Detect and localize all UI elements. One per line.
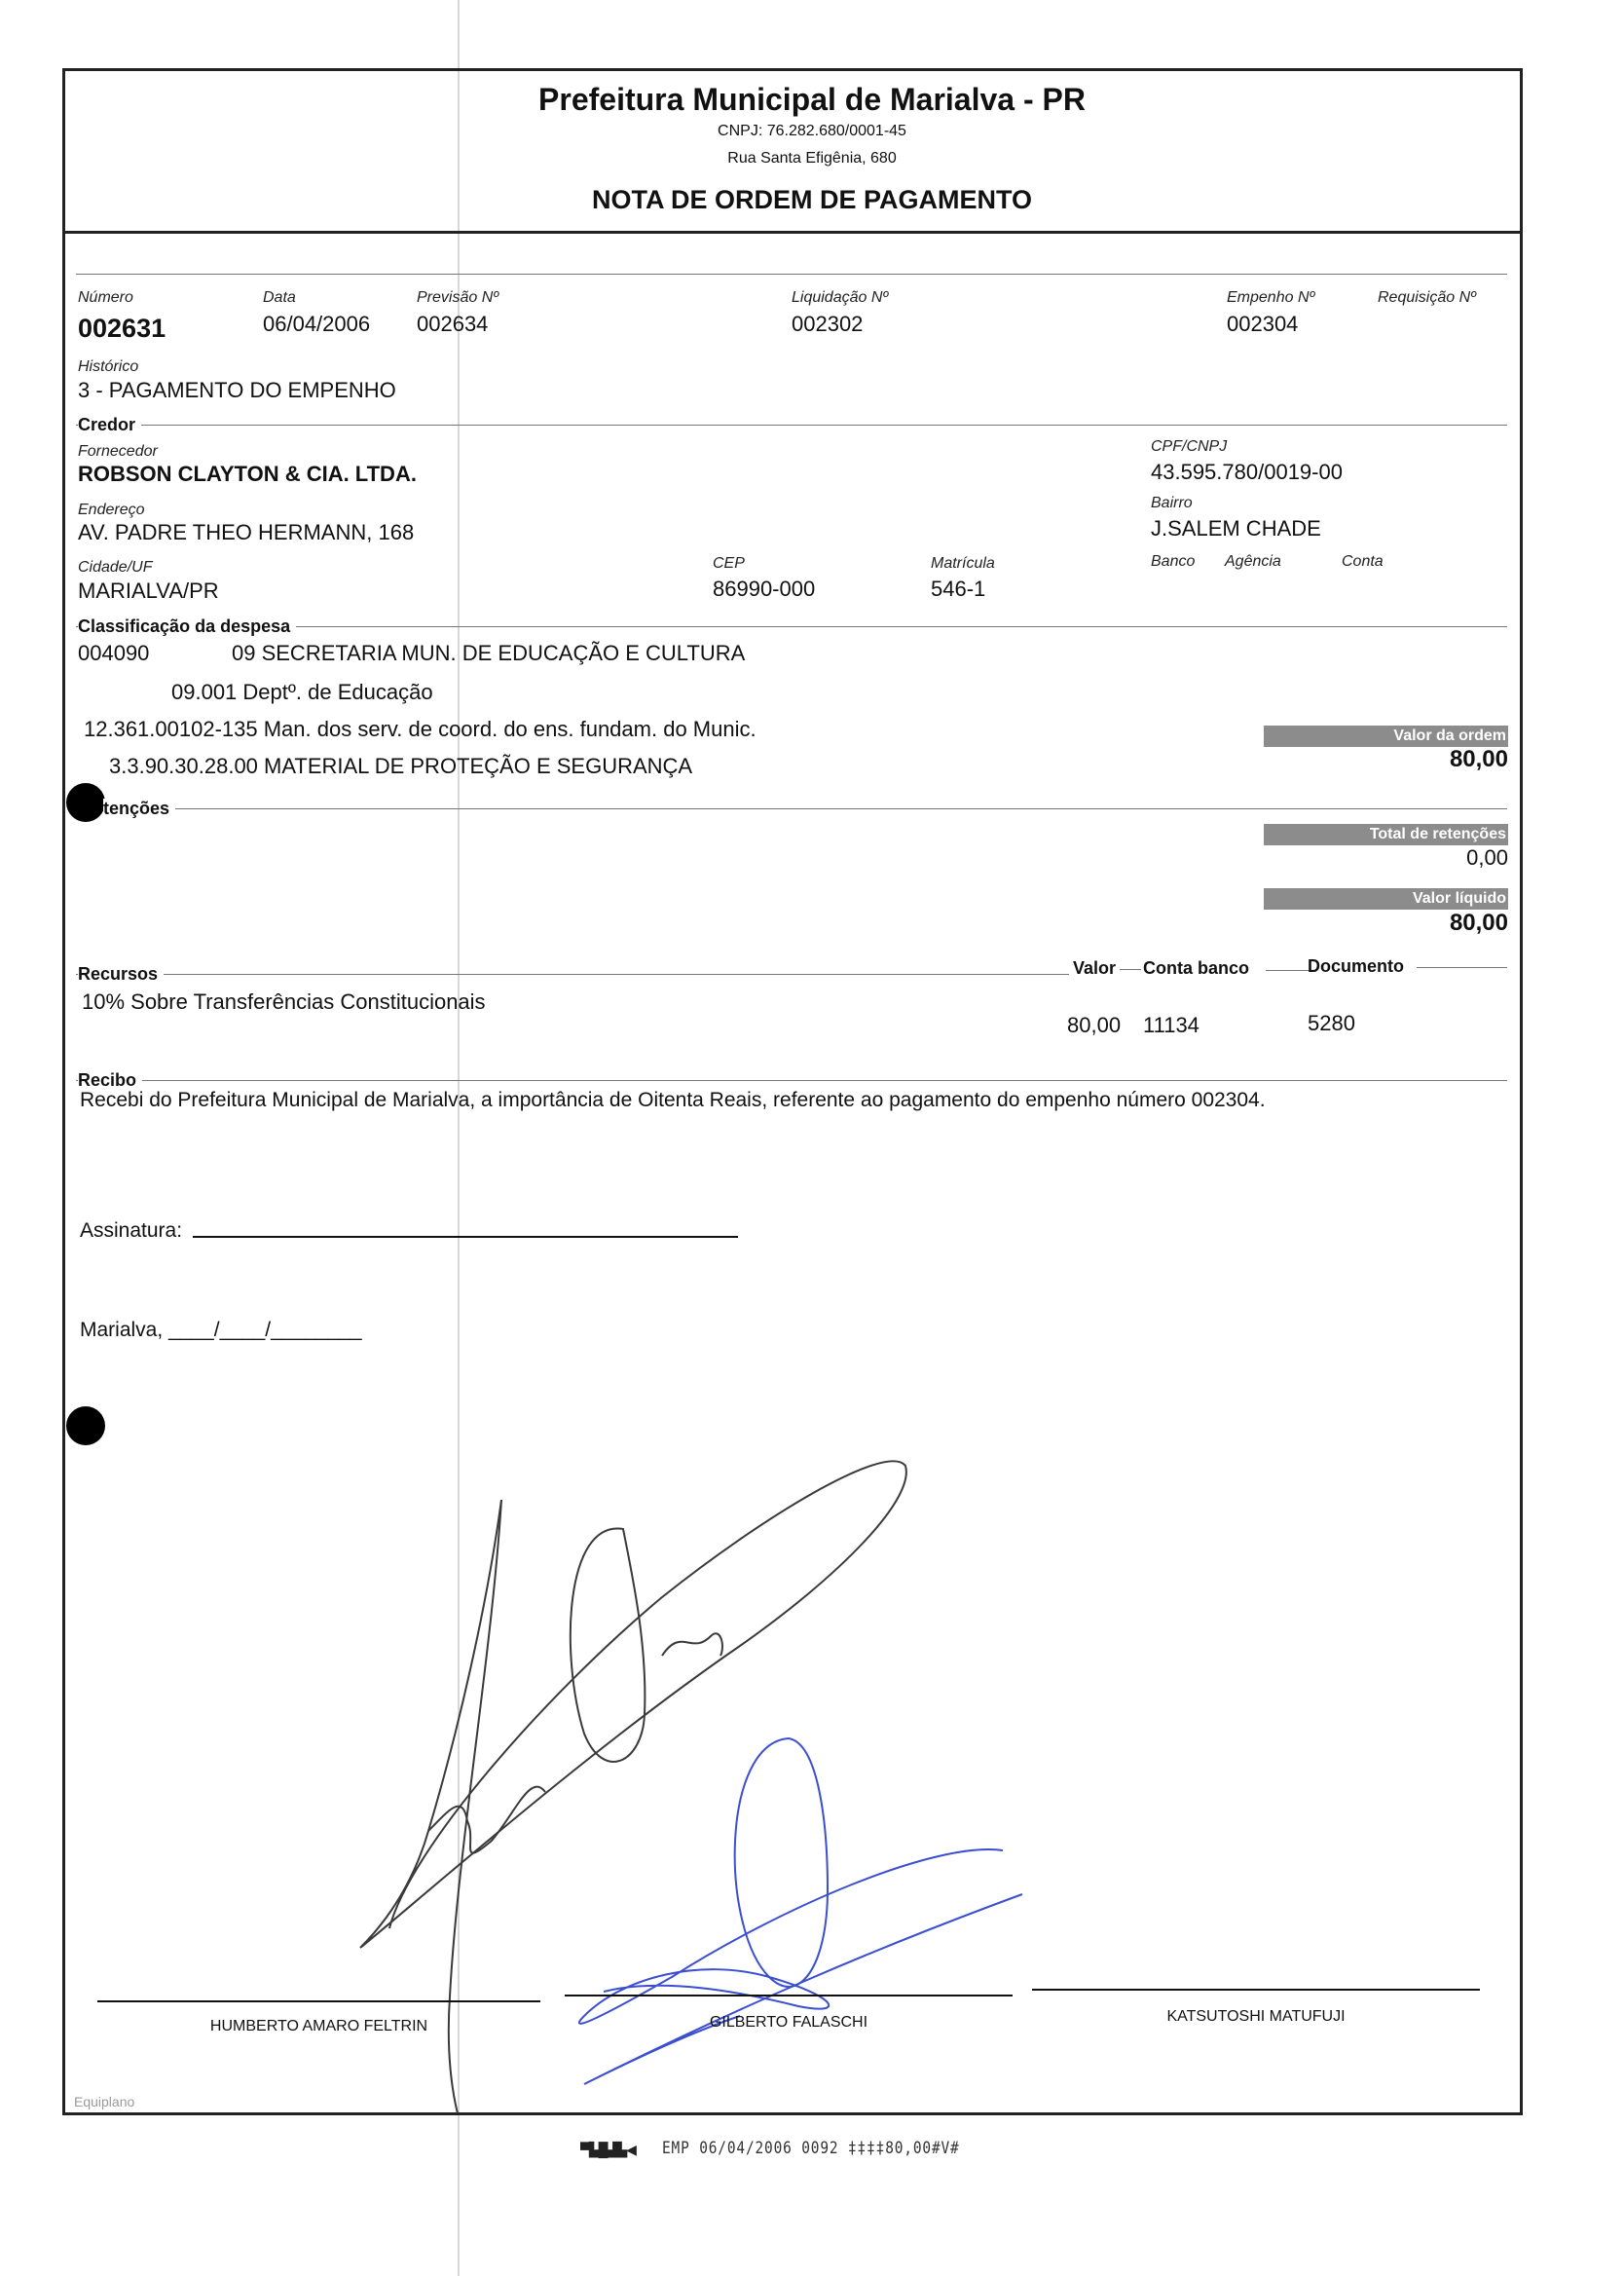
assinatura-label: Assinatura: (80, 1219, 183, 1242)
signature-line-3 (1032, 1989, 1480, 1991)
liquidacao-label: Liquidação Nº (792, 289, 889, 306)
numero-value: 002631 (78, 314, 166, 343)
numero-label: Número (78, 289, 133, 306)
classificacao-elemento: 3.3.90.30.28.00 MATERIAL DE PROTEÇÃO E SEGURANÇA (109, 754, 693, 778)
total-retencoes-label: Total de retenções (1369, 826, 1506, 842)
signatory-1: HUMBERTO AMARO FELTRIN (209, 2018, 428, 2034)
data-label: Data (263, 289, 296, 306)
requisicao-label: Requisição Nº (1378, 289, 1476, 306)
matricula-value: 546-1 (931, 577, 986, 601)
recursos-descricao: 10% Sobre Transferências Constitucionais (82, 989, 486, 1014)
data-value: 06/04/2006 (263, 312, 371, 336)
cidade-value: MARIALVA/PR (78, 578, 219, 603)
bairro-label: Bairro (1151, 495, 1193, 511)
previsao-label: Previsão Nº (417, 289, 499, 306)
empenho-value: 002304 (1227, 312, 1299, 336)
fornecedor-label: Fornecedor (78, 443, 158, 460)
cpf-label: CPF/CNPJ (1151, 438, 1228, 455)
software-watermark: Equiplano (74, 2094, 135, 2109)
bank-stamp: EMP 06/04/2006 0092 ‡‡‡‡80,00#V# (662, 2139, 960, 2158)
previsao-value: 002634 (417, 312, 489, 336)
cep-value: 86990-000 (713, 577, 816, 601)
banco-label: Banco (1151, 553, 1196, 570)
liquidacao-value: 002302 (792, 312, 864, 336)
endereco-label: Endereço (78, 502, 145, 518)
recursos-documento-header: Documento (1308, 956, 1404, 976)
total-retencoes-value: 0,00 (1466, 845, 1508, 870)
signature-line-1 (97, 2000, 540, 2002)
cidade-label: Cidade/UF (78, 559, 153, 576)
recibo-section-title: Recibo (78, 1070, 142, 1091)
recursos-conta-header: Conta banco (1143, 958, 1250, 978)
conta-label: Conta (1342, 553, 1384, 570)
classificacao-secretaria: 09 SECRETARIA MUN. DE EDUCAÇÃO E CULTURA (232, 641, 746, 665)
agencia-label: Agência (1225, 553, 1281, 570)
bank-stamp-glyphs: ▀▙█▟▙◀ (580, 2142, 636, 2157)
recursos-valor: 80,00 (1067, 1013, 1122, 1037)
credor-section-title: Credor (78, 415, 141, 435)
historico-value: 3 - PAGAMENTO DO EMPENHO (78, 378, 396, 402)
signatory-3: KATSUTOSHI MATUFUJI (1166, 2008, 1346, 2025)
classificacao-programa: 12.361.00102-135 Man. dos serv. de coord. do ens. fundam. do Munic. (84, 717, 757, 741)
cpf-value: 43.595.780/0019-00 (1151, 460, 1343, 484)
empenho-label: Empenho Nº (1227, 289, 1315, 306)
recibo-texto: Recebi do Prefeitura Municipal de Marialva, a importância de Oitenta Reais, referente ao pagamento do empenho número 002304. (80, 1089, 1266, 1111)
recursos-section-title: Recursos (78, 964, 164, 985)
address-line: Rua Santa Efigênia, 680 (727, 150, 897, 167)
local-data-line: Marialva, ____/____/________ (80, 1319, 362, 1341)
historico-label: Histórico (78, 358, 139, 375)
valor-liquido-value: 80,00 (1449, 910, 1508, 936)
bairro-value: J.SALEM CHADE (1151, 516, 1321, 541)
classificacao-codigo: 004090 (78, 641, 150, 665)
fornecedor-value: ROBSON CLAYTON & CIA. LTDA. (78, 462, 417, 486)
signatory-2: GILBERTO FALASCHI (709, 2014, 868, 2031)
classificacao-section-title: Classificação da despesa (78, 616, 296, 637)
valor-ordem-value: 80,00 (1449, 746, 1508, 772)
recursos-valor-header: Valor (1073, 958, 1117, 978)
page-title: Prefeitura Municipal de Marialva - PR (538, 82, 1086, 117)
cnpj-line: CNPJ: 76.282.680/0001-45 (718, 123, 906, 139)
matricula-label: Matrícula (931, 555, 995, 572)
signature-line-2 (565, 1995, 1013, 1996)
classificacao-departamento: 09.001 Deptº. de Educação (171, 680, 433, 704)
recursos-documento: 5280 (1308, 1011, 1355, 1035)
retencoes-section-title: tenções (103, 799, 175, 819)
endereco-value: AV. PADRE THEO HERMANN, 168 (78, 520, 415, 544)
valor-ordem-label: Valor da ordem (1393, 728, 1506, 744)
recursos-conta: 11134 (1143, 1013, 1200, 1037)
valor-liquido-label: Valor líquido (1412, 890, 1506, 907)
document-title: NOTA DE ORDEM DE PAGAMENTO (591, 185, 1032, 214)
cep-label: CEP (713, 555, 745, 572)
